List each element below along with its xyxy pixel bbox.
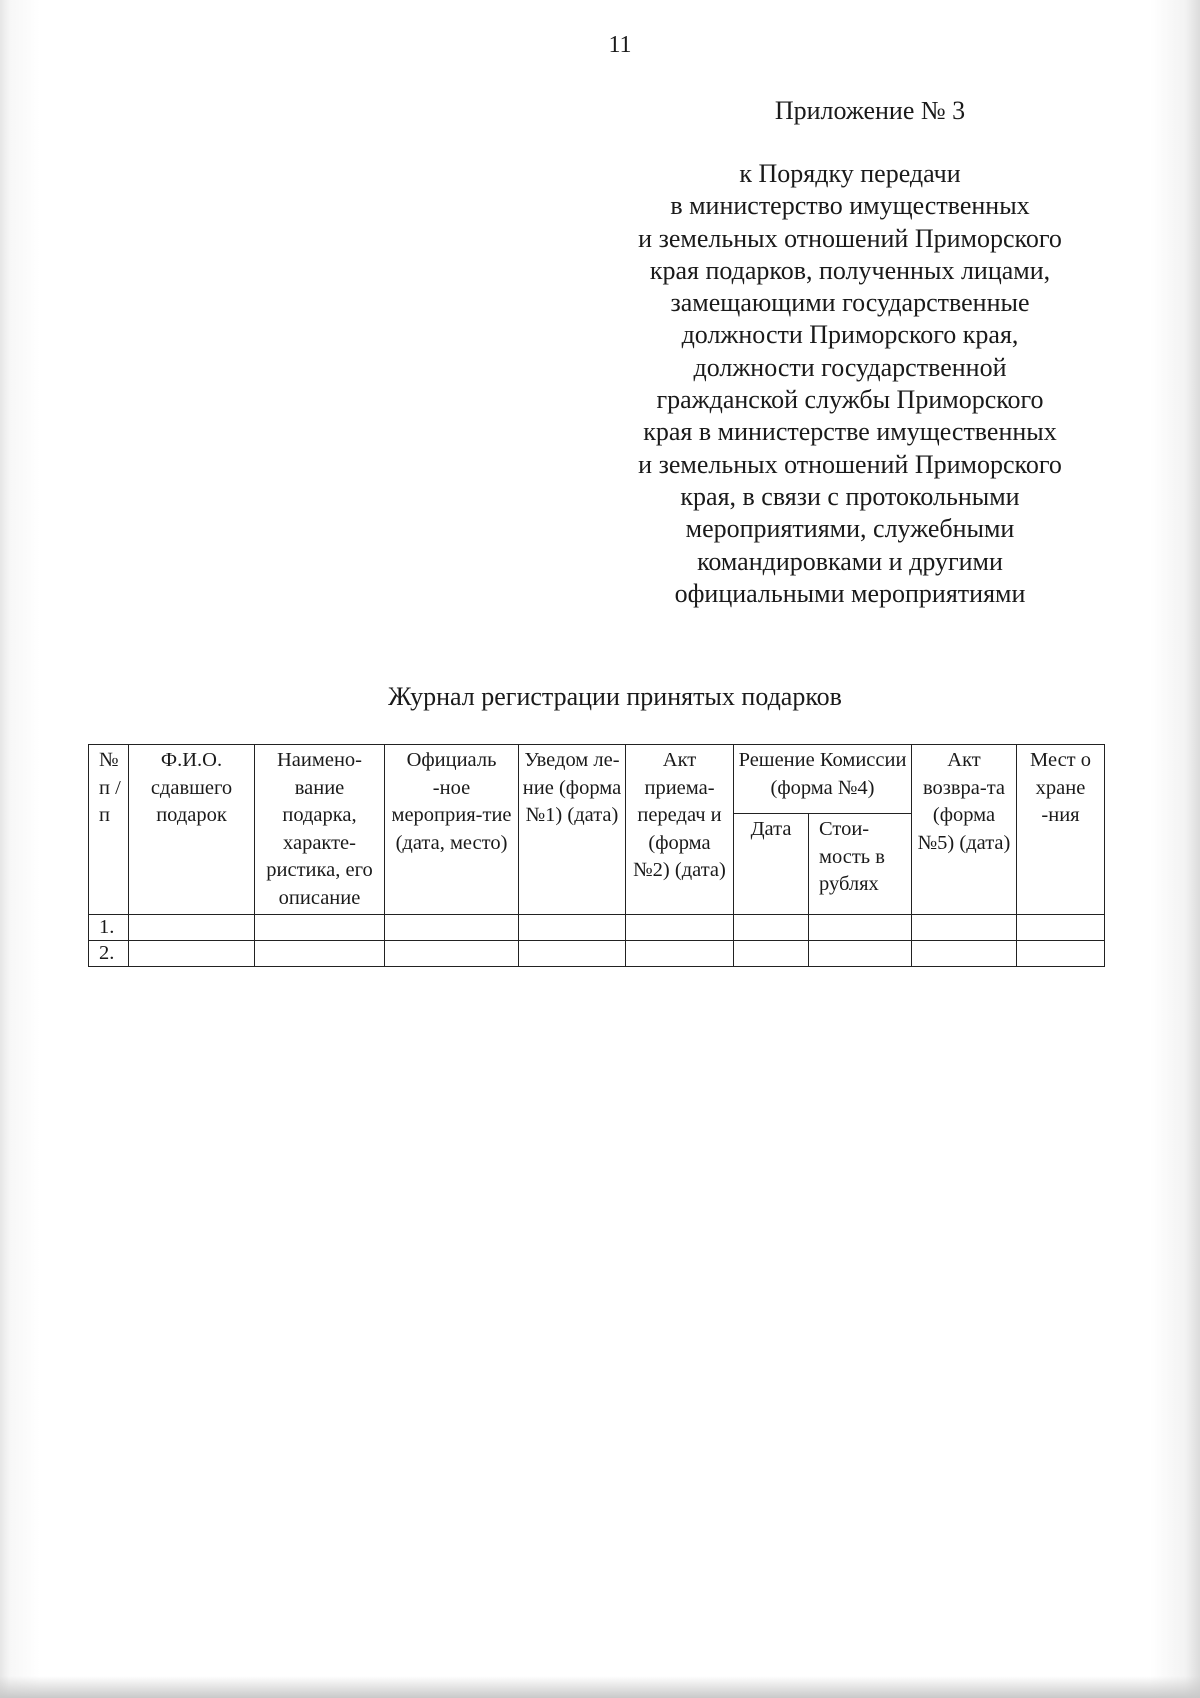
header-commission-decision: Решение Комиссии (форма №4)	[734, 745, 912, 814]
appendix-line: официальными мероприятиями	[674, 578, 1026, 608]
cell-notice	[519, 915, 626, 941]
appendix-line: и земельных отношений Приморского	[638, 449, 1062, 479]
page-number: 11	[608, 32, 632, 58]
appendix-line: края, в связи с протокольными	[680, 481, 1020, 511]
appendix-line: командировками и другими	[697, 546, 1003, 576]
cell-act-return	[912, 915, 1017, 941]
cell-fio	[129, 941, 255, 967]
journal-table	[88, 744, 1105, 967]
cell-decision-date	[734, 915, 809, 941]
header-fio: Ф.И.О. сдавшего подарок	[129, 745, 255, 915]
cell-act-transfer	[626, 915, 734, 941]
appendix-line: и земельных отношений Приморского	[638, 223, 1062, 253]
cell-storage	[1017, 941, 1105, 967]
header-notice: Уведом ле-ние (форма №1) (дата)	[519, 745, 626, 915]
header-storage: Мест о хране -ния	[1017, 745, 1105, 915]
cell-event	[385, 941, 519, 967]
cell-fio	[129, 915, 255, 941]
cell-decision-cost	[809, 915, 912, 941]
row-number: 2.	[89, 941, 129, 967]
table-row	[89, 915, 1105, 941]
cell-decision-date	[734, 941, 809, 967]
appendix-line: гражданской службы Приморского	[656, 385, 1044, 415]
header-event: Официаль -ное мероприя-тие (дата, место)	[385, 745, 519, 915]
header-act-transfer: Акт приема-передач и (форма №2) (дата)	[626, 745, 734, 915]
appendix-text	[600, 158, 1100, 610]
cell-storage	[1017, 915, 1105, 941]
appendix-line: края в министерстве имущественных	[643, 417, 1057, 447]
header-act-return: Акт возвра-та (форма №5) (дата)	[912, 745, 1017, 915]
table-row	[89, 941, 1105, 967]
journal-title: Журнал регистрации принятых подарков	[388, 682, 842, 711]
scan-edge-shadow	[0, 1676, 1200, 1698]
appendix-line: мероприятиями, служебными	[685, 514, 1015, 544]
cell-event	[385, 915, 519, 941]
header-num: № п /п	[89, 745, 129, 915]
header-decision-date: Дата	[734, 814, 809, 915]
cell-act-return	[912, 941, 1017, 967]
cell-notice	[519, 941, 626, 967]
cell-act-transfer	[626, 941, 734, 967]
header-decision-cost: Стои-мость в рублях	[809, 814, 912, 915]
cell-gift-name	[255, 915, 385, 941]
appendix-line: в министерство имущественных	[670, 191, 1030, 221]
row-number: 1.	[89, 915, 129, 941]
appendix-line: к Порядку передачи	[739, 159, 961, 188]
header-row	[89, 745, 1105, 814]
header-gift-name: Наимено-вание подарка, характе-ристика, его описание	[255, 745, 385, 915]
cell-decision-cost	[809, 941, 912, 967]
appendix-title: Приложение № 3	[774, 96, 966, 125]
appendix-line: должности государственной	[693, 352, 1007, 382]
appendix-line: должности Приморского края,	[681, 320, 1019, 350]
cell-gift-name	[255, 941, 385, 967]
appendix-line: края подарков, полученных лицами,	[649, 255, 1051, 285]
appendix-line: замещающими государственные	[670, 288, 1030, 318]
